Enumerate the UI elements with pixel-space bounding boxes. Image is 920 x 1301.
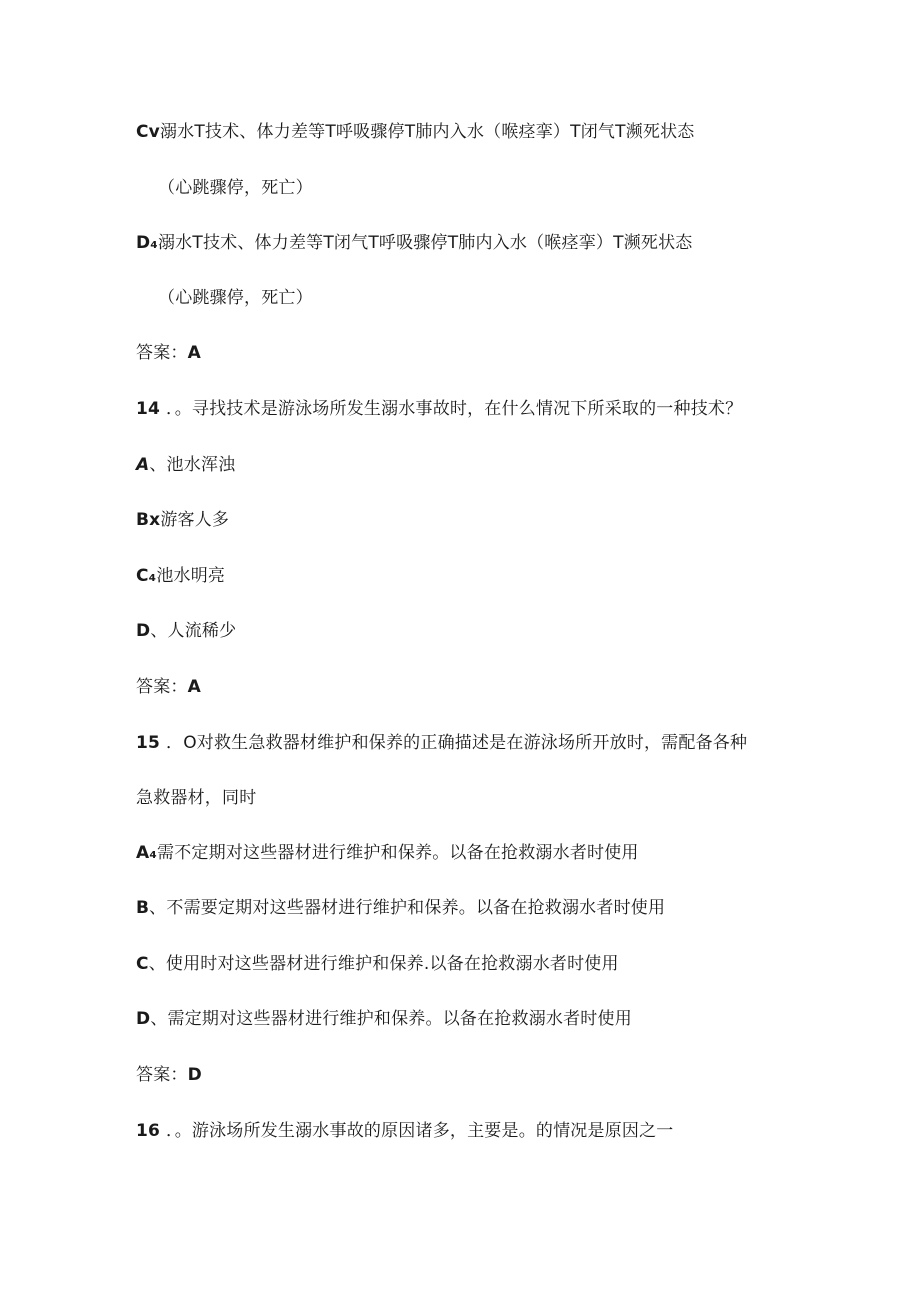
- answer-prefix: 答案：: [136, 677, 188, 697]
- q14-option-a: [136, 453, 235, 477]
- option-text: 、使用时对这些器材进行维护和保养.以备在抢救溺水者时使用: [148, 954, 619, 974]
- option-label: D: [136, 1009, 151, 1029]
- q15-option-a: [136, 841, 639, 865]
- option-text: 需不定期对这些器材进行维护和保养。以备在抢救溺水者时使用: [157, 843, 639, 863]
- option-text: 溺水T技术、体力差等T呼吸骤停T肺内入水（喉痉挛）T闭气T濒死状态: [159, 122, 695, 142]
- answer-prefix: 答案：: [136, 343, 188, 363]
- option-text: 、池水浑浊: [149, 455, 236, 475]
- option-text: 溺水T技术、体力差等T闭气T呼吸骤停T肺内入水（喉痉挛）T濒死状态: [157, 233, 693, 253]
- option-label: D: [136, 621, 151, 641]
- q14-option-d: [136, 619, 236, 643]
- answer-value: A: [187, 343, 201, 363]
- option-text: 、人流稀少: [150, 621, 237, 641]
- question-text: ．O对救生急救器材维护和保养的正确描述是在游泳场所开放时，需配备各种: [166, 733, 748, 753]
- option-text: 池水明亮: [156, 566, 226, 586]
- option-label: C₄: [136, 566, 157, 586]
- question-number: 15: [136, 733, 161, 753]
- q15-option-d: [136, 1007, 632, 1031]
- q15-question-continuation: 急救器材，同时: [136, 788, 257, 808]
- q15-option-b: [136, 896, 665, 920]
- option-text: 、不需要定期对这些器材进行维护和保养。以备在抢救溺水者时使用: [149, 898, 666, 918]
- q13-option-c: [136, 120, 695, 144]
- q16-question: [136, 1119, 674, 1143]
- answer-prefix: 答案：: [136, 1065, 188, 1085]
- q14-question: [136, 397, 742, 421]
- option-label: A₄: [136, 843, 158, 863]
- question-number: 16: [136, 1121, 161, 1141]
- option-label: B: [136, 898, 150, 918]
- option-label: C: [136, 954, 149, 974]
- q15-option-c: [136, 952, 619, 976]
- question-number: 14: [136, 399, 161, 419]
- option-text: 游客人多: [160, 510, 230, 530]
- option-label: A: [136, 455, 150, 475]
- q14-option-b: [136, 508, 229, 532]
- question-text: ．。寻找技术是游泳场所发生溺水事故时，在什么情况下所采取的一种技术？: [166, 399, 743, 419]
- q13-option-d-continuation: （心跳骤停，死亡）: [158, 288, 313, 308]
- q13-option-d: [136, 231, 693, 255]
- q13-answer: [136, 341, 201, 365]
- q13-option-c-continuation: （心跳骤停，死亡）: [158, 178, 313, 198]
- q15-question: [136, 731, 747, 755]
- q14-answer: [136, 675, 201, 699]
- option-label: D₄: [136, 233, 158, 253]
- option-label: Bx: [136, 510, 161, 530]
- answer-value: A: [187, 677, 201, 697]
- answer-value: D: [187, 1065, 202, 1085]
- q15-answer: [136, 1063, 202, 1087]
- question-text: ．。游泳场所发生溺水事故的原因诸多，主要是。的情况是原因之一: [166, 1121, 674, 1141]
- option-label: Cv: [136, 122, 160, 142]
- option-text: 、需定期对这些器材进行维护和保养。以备在抢救溺水者时使用: [150, 1009, 632, 1029]
- q14-option-c: [136, 564, 225, 588]
